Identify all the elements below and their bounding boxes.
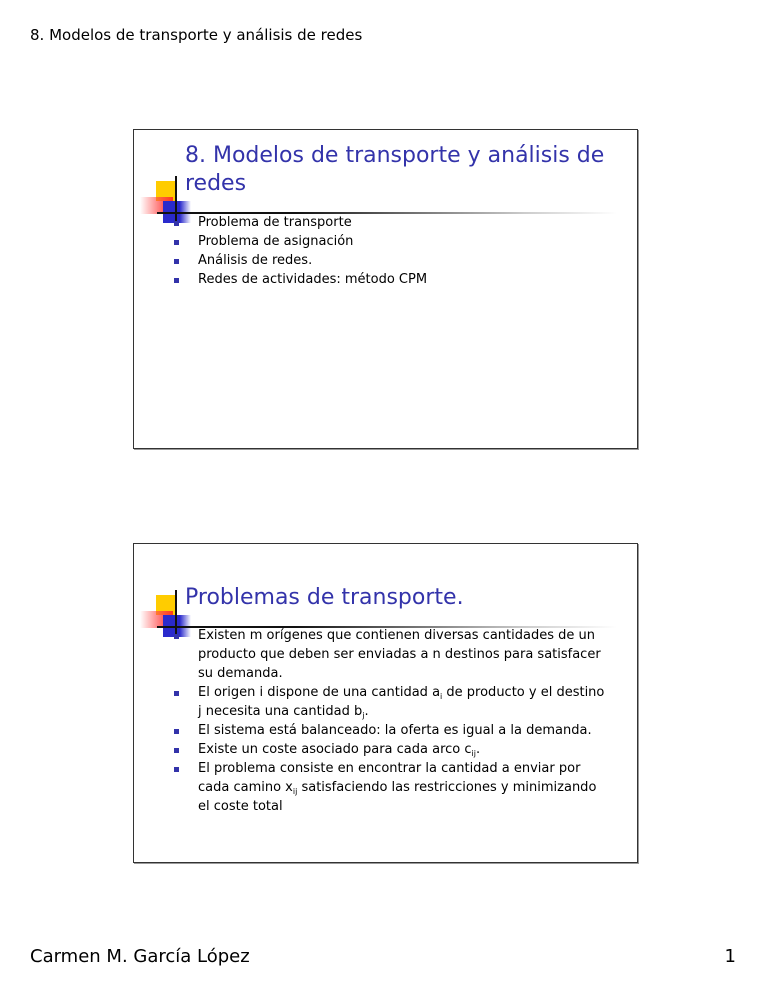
bullet-item	[170, 721, 610, 740]
bullet-list	[170, 626, 610, 816]
bullet-list	[170, 213, 610, 289]
bullet-text: Existen m orígenes que contienen diversas cantidades de un producto que deben ser enviadas a n destinos para satisfacer su demanda.	[198, 628, 601, 681]
page-number: 1	[724, 946, 736, 967]
bullet-item	[170, 759, 610, 816]
bullet-text: satisfaciendo las restricciones y minimizando el coste total	[198, 780, 597, 814]
bullet-text: Redes de actividades: método CPM	[198, 272, 428, 287]
bullet-text: El origen i dispone de una cantidad a	[198, 685, 441, 700]
bullet-text: .	[475, 742, 481, 757]
bullet-item	[170, 251, 610, 270]
bullet-item	[170, 213, 610, 232]
bullet-text: Problema de asignación	[198, 234, 354, 249]
bullet-text: Análisis de redes.	[198, 253, 313, 268]
bullet-item	[170, 270, 610, 289]
bullet-item	[170, 626, 610, 683]
bullet-item	[170, 740, 610, 759]
slide-1	[133, 129, 638, 449]
bullet-text: Problema de transporte	[198, 215, 352, 230]
bullet-text: .	[364, 704, 369, 719]
subscript: ij	[292, 787, 298, 796]
bullet-text: Existe un coste asociado para cada arco c	[198, 742, 472, 757]
slide-title: 8. Modelos de transporte y análisis de redes	[185, 143, 605, 196]
slide-title: Problemas de transporte.	[185, 585, 464, 610]
slide-2	[133, 543, 638, 863]
subscript: j	[362, 711, 365, 720]
bullet-text: de producto y el destino j necesita una cantidad b	[198, 685, 605, 719]
subscript: i	[440, 692, 443, 701]
page-header: 8. Modelos de transporte y análisis de redes	[30, 26, 363, 44]
bullet-text: El sistema está balanceado: la oferta es igual a la demanda.	[198, 723, 592, 738]
subscript: ij	[471, 749, 476, 758]
bullet-text: El problema consiste en encontrar la cantidad a enviar por cada camino x	[198, 761, 581, 795]
footer-author: Carmen M. García López	[30, 946, 250, 967]
bullet-item	[170, 683, 610, 721]
bullet-item	[170, 232, 610, 251]
